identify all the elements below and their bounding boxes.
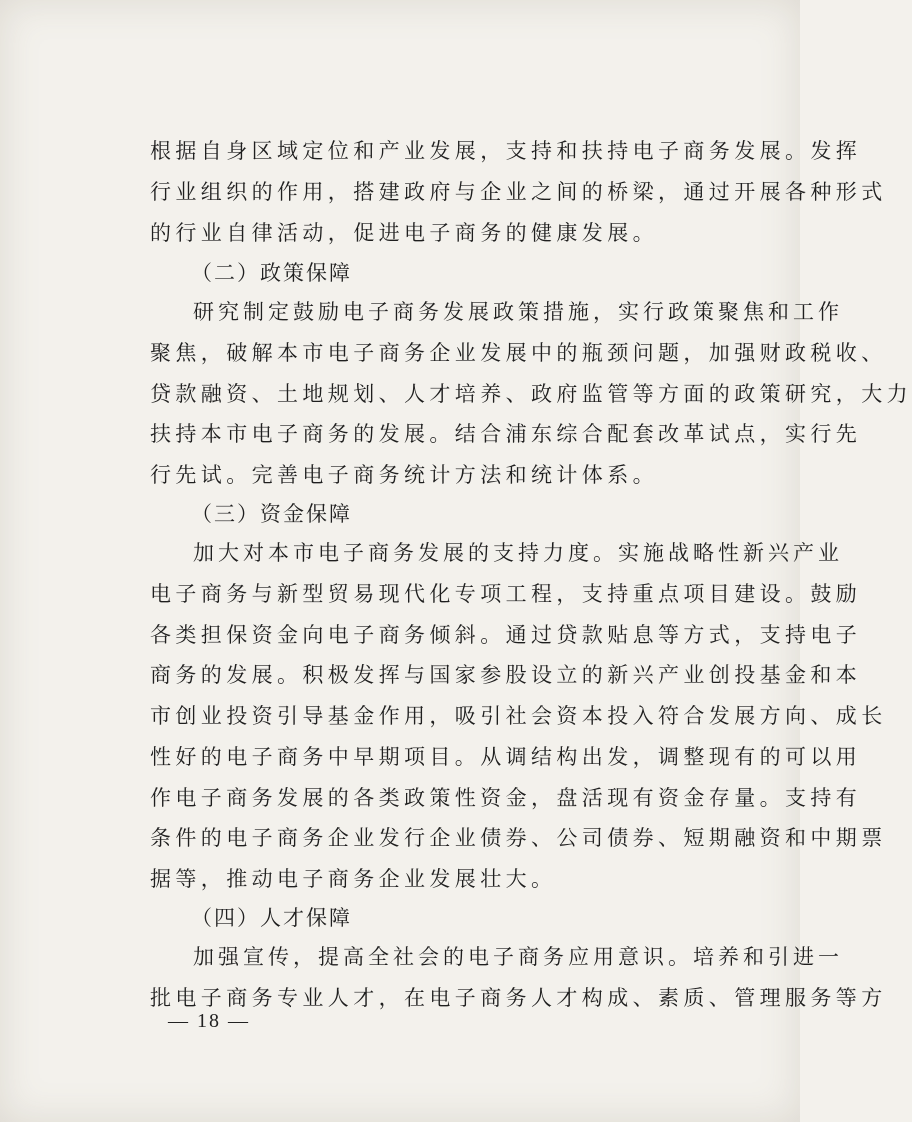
body-line: 根据自身区域定位和产业发展，支持和扶持电子商务发展。发挥 — [150, 139, 862, 163]
body-line: 加大对本市电子商务发展的支持力度。实施战略性新兴产业 — [193, 541, 843, 565]
body-line: 行先试。完善电子商务统计方法和统计体系。 — [150, 463, 658, 487]
body-line: 作电子商务发展的各类政策性资金，盘活现有资金存量。支持有 — [150, 786, 862, 810]
body-line: 条件的电子商务企业发行企业债券、公司债券、短期融资和中期票 — [150, 826, 887, 850]
body-line: 市创业投资引导基金作用，吸引社会资本投入符合发展方向、成长 — [150, 704, 887, 728]
section-heading: （三）资金保障 — [191, 502, 352, 526]
body-line: 扶持本市电子商务的发展。结合浦东综合配套改革试点，实行先 — [150, 422, 862, 446]
body-line: 贷款融资、土地规划、人才培养、政府监管等方面的政策研究，大力 — [150, 382, 912, 406]
body-line: 性好的电子商务中早期项目。从调结构出发，调整现有的可以用 — [150, 745, 862, 769]
body-line: 据等，推动电子商务企业发展壮大。 — [150, 867, 557, 891]
body-line: 聚焦，破解本市电子商务企业发展中的瓶颈问题，加强财政税收、 — [150, 341, 887, 365]
page-number: — 18 — — [168, 1010, 250, 1032]
body-line: 研究制定鼓励电子商务发展政策措施，实行政策聚焦和工作 — [193, 300, 843, 324]
body-line: 各类担保资金向电子商务倾斜。通过贷款贴息等方式，支持电子 — [150, 623, 862, 647]
section-heading: （二）政策保障 — [191, 261, 352, 285]
body-line: 商务的发展。积极发挥与国家参股设立的新兴产业创投基金和本 — [150, 663, 862, 687]
body-line: 批电子商务专业人才，在电子商务人才构成、素质、管理服务等方 — [150, 986, 887, 1010]
body-line: 加强宣传，提高全社会的电子商务应用意识。培养和引进一 — [193, 945, 843, 969]
body-line: 的行业自律活动，促进电子商务的健康发展。 — [150, 221, 658, 245]
body-line: 电子商务与新型贸易现代化专项工程，支持重点项目建设。鼓励 — [150, 582, 862, 606]
section-heading: （四）人才保障 — [191, 906, 352, 930]
body-line: 行业组织的作用，搭建政府与企业之间的桥梁，通过开展各种形式 — [150, 180, 887, 204]
